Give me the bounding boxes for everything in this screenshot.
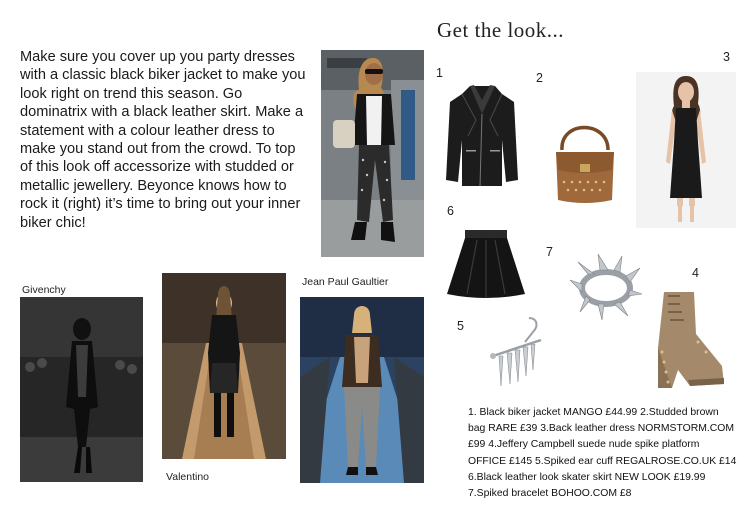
jean-paul-gaultier-runway-photo (300, 297, 424, 483)
skater-skirt-image (445, 228, 527, 300)
get-the-look-heading: Get the look... (437, 18, 565, 42)
product-credits-list: 1. Black biker jacket MANGO £44.99 2.Studded brown bag RARE £39 3.Back leather dress NORMSTORM.COM £99 4.Jeffery Campbell suede nude spike platform OFFICE £145 5.Spiked ear cuff REGALROSE.CO.UK £14 6.Black leather look skater skirt NEW LOOK £19.99 7.Spiked bracelet BOHOO.COM £8 (468, 407, 737, 500)
beyonce-street-photo (321, 50, 424, 257)
givenchy-runway-photo (20, 297, 143, 482)
studded-bag-image (550, 110, 620, 208)
leather-dress-image (636, 72, 736, 228)
valentino-runway-photo (162, 273, 286, 459)
givenchy-caption: Givenchy (22, 284, 66, 296)
item-number-4: 4 (692, 266, 699, 280)
spiked-bracelet-image (568, 250, 643, 322)
item-number-7: 7 (546, 245, 553, 259)
spike-platform-boot-image (644, 288, 728, 392)
item-number-1: 1 (436, 66, 443, 80)
valentino-caption: Valentino (166, 471, 210, 483)
biker-jacket-image (440, 80, 525, 190)
item-number-2: 2 (536, 71, 543, 85)
intro-paragraph: Make sure you cover up you party dresses with a classic black biker jacket to make you look right on trend this season. Go dominatrix with a black leather skirt. Make a statement with a colour leather dress to make you stand out from the crowd. To top of this look off accessorize with studded or metallic jewellery. Beyonce knows how to rock it (right) it’s time to bring out your inner biker chic! (20, 49, 306, 231)
item-number-6: 6 (447, 204, 454, 218)
item-number-3: 3 (723, 50, 730, 64)
item-number-5: 5 (457, 319, 464, 333)
jean-paul-gaultier-caption: Jean Paul Gaultier (302, 276, 389, 288)
spiked-ear-cuff-image (485, 312, 547, 394)
